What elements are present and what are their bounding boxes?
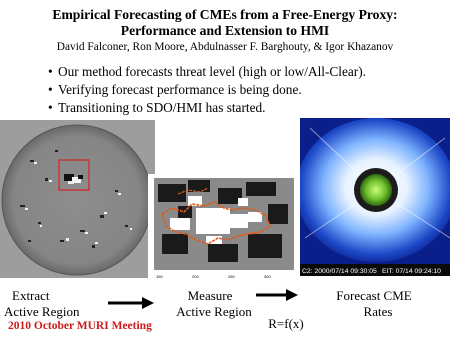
formula: R=f(x) — [268, 316, 304, 331]
step-extract-line-1: Extract — [12, 288, 50, 303]
coronagraph-caption-right: EIT: 07/14 09:24:10 — [382, 268, 441, 275]
authors: David Falconer, Ron Moore, Abdulnasser F. Barghouty, & Igor Khazanov — [56, 41, 394, 53]
slide-title-line-1: Empirical Forecasting of CMEs from a Free-Energy Proxy: — [52, 7, 398, 22]
step-extract-line-2: Active Region — [4, 304, 80, 319]
step-forecast-line-2: Rates — [363, 304, 393, 319]
bullet-item: • Our method forecasts threat level (high or low/All-Clear). — [48, 63, 366, 81]
arrow-right-icon — [256, 288, 298, 302]
axis-tick: 250 — [228, 274, 235, 279]
arrow-right-icon — [108, 296, 154, 310]
step-measure-line-2: Active Region — [176, 304, 252, 319]
axis-tick: 200 — [192, 274, 199, 279]
bullet-item: • Transitioning to SDO/HMI has started. — [48, 99, 366, 117]
bullet-item: • Verifying forecast performance is being done. — [48, 81, 366, 99]
step-measure-line-1: Measure — [187, 288, 233, 303]
coronagraph-image — [300, 118, 450, 276]
axis-tick: 150 — [156, 274, 163, 279]
slide-title-line-2: Performance and Extension to HMI — [120, 23, 330, 38]
magnetogram-image — [0, 120, 155, 278]
axis-tick: 300 — [264, 274, 271, 279]
active-region-zoom-image — [148, 174, 298, 284]
coronagraph-caption-left: C2: 2000/07/14 09:30:05 — [302, 268, 377, 275]
bullet-list — [48, 63, 366, 117]
meeting-label: 2010 October MURI Meeting — [8, 320, 152, 332]
step-forecast-line-1: Forecast CME — [336, 288, 412, 303]
